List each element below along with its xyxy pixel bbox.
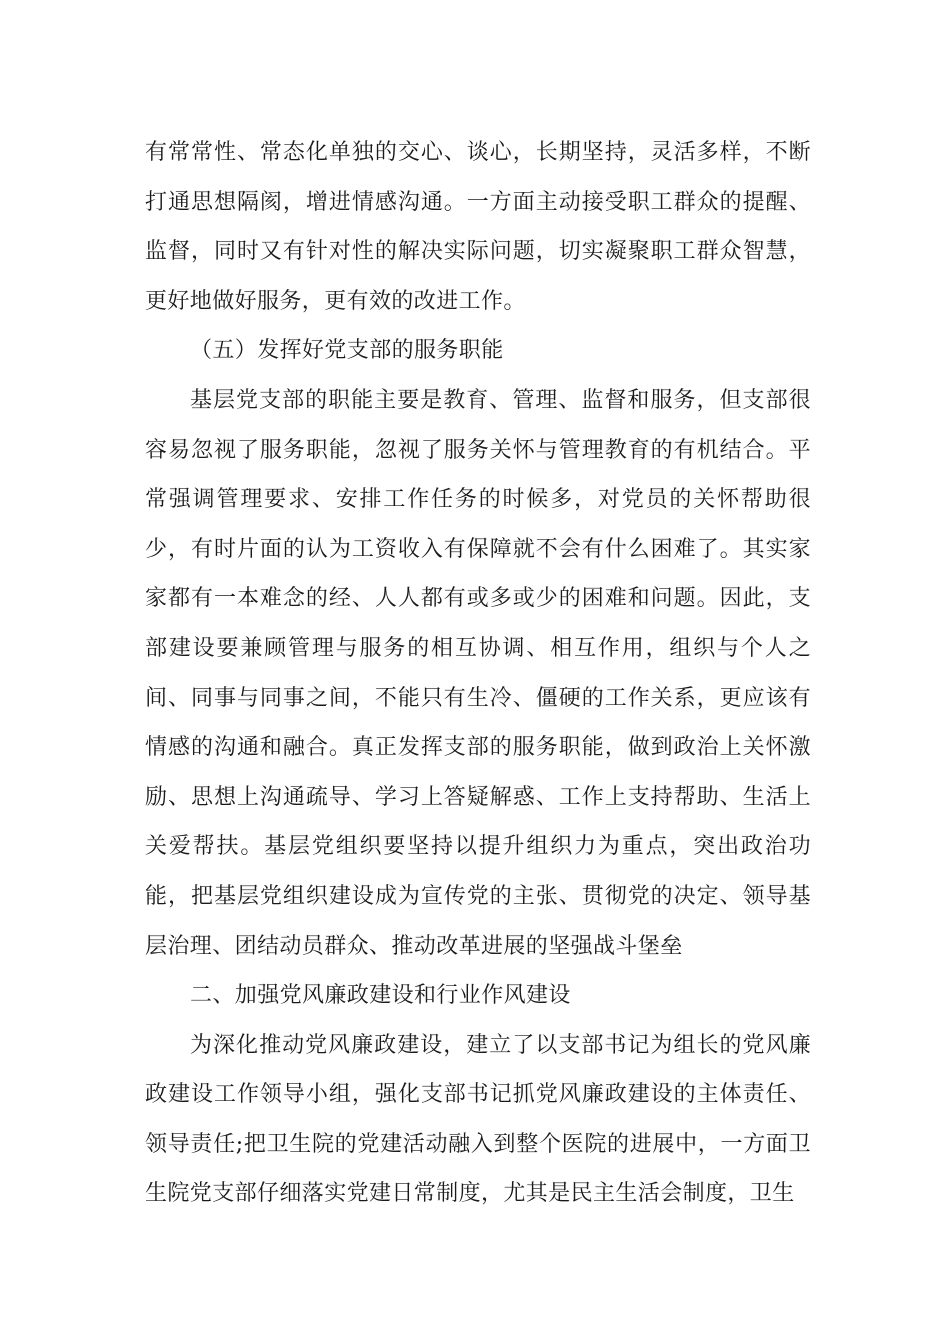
document-body xyxy=(145,128,811,1219)
paragraph-service-function: 基层党支部的职能主要是教育、管理、监督和服务，但支部很容易忽视了服务职能，忽视了服务关怀与管理教育的有机结合。平常强调管理要求、安排工作任务的时候多，对党员的关怀帮助很少，有时片面的认为工资收入有保障就不会有什么困难了。其实家家都有一本难念的经、人人都有或多或少的困难和问题。因此，支部建设要兼顾管理与服务的相互协调、相互作用，组织与个人之间、同事与同事之间，不能只有生冷、僵硬的工作关系，更应该有情感的沟通和融合。真正发挥支部的服务职能，做到政治上关怀激励、思想上沟通疏导、学习上答疑解惑、工作上支持帮助、生活上关爱帮扶。基层党组织要坚持以提升组织力为重点，突出政治功能，把基层党组织建设成为宣传党的主张、贯彻党的决定、领导基层治理、团结动员群众、推动改革进展的坚强战斗堡垒 xyxy=(145,387,811,959)
paragraph-integrity-building: 为深化推动党风廉政建设，建立了以支部书记为组长的党风廉政建设工作领导小组，强化支部书记抓党风廉政建设的主体责任、领导责任;把卫生院的党建活动融入到整个医院的进展中，一方面卫生院党支部仔细落实党建日常制度，尤其是民主生活会制度，卫生 xyxy=(145,1032,811,1207)
section-heading-service-function: （五）发挥好党支部的服务职能 xyxy=(190,338,504,364)
section-heading-integrity-building: 二、加强党风廉政建设和行业作风建设 xyxy=(190,983,571,1009)
paragraph-continuation: 有常常性、常态化单独的交心、谈心，长期坚持，灵活多样，不断打通思想隔阂，增进情感沟通。一方面主动接受职工群众的提醒、监督，同时又有针对性的解决实际问题，切实凝聚职工群众智慧，更好地做好服务，更有效的改进工作。 xyxy=(145,140,811,314)
